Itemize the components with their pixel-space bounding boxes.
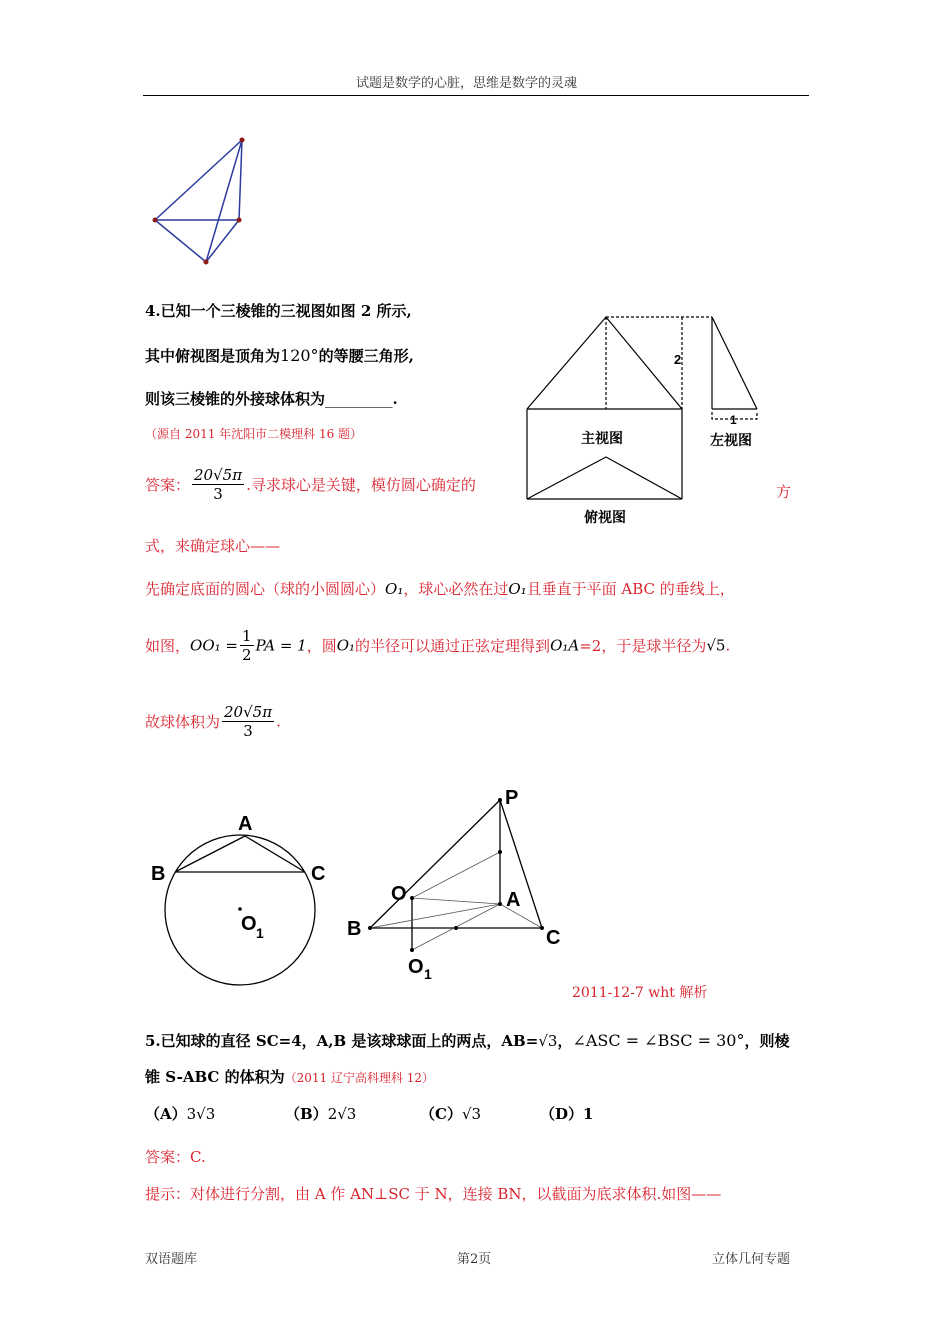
q4-answer-label: 答案： — [145, 476, 191, 494]
circle-label-a: A — [238, 813, 253, 835]
footer-left: 双语题库 — [145, 1252, 198, 1267]
q4-explain2-fden: 2 — [241, 646, 252, 664]
q4-o1: O₁ — [385, 580, 404, 598]
q5-option-c-value: √3 — [461, 1105, 482, 1123]
q4-line3-text: 则该三棱锥的外接球体积为 — [145, 390, 326, 408]
circle-figure — [148, 808, 328, 993]
q5-line2-text: 锥 S-ABC 的体积为 — [145, 1068, 285, 1086]
q5-answer: 答案：C. — [145, 1148, 206, 1166]
q4-answer-fraction — [192, 466, 244, 503]
q5-ab-value: √3 — [538, 1032, 558, 1050]
footer-page-number: 第2页 — [457, 1252, 492, 1267]
tet-label-a: A — [506, 889, 521, 911]
q4-answer-line — [145, 466, 476, 503]
q5-line1-mid: ， — [557, 1032, 573, 1050]
q4-line1: 4.已知一个三棱锥的三视图如图 2 所示, — [145, 302, 412, 320]
q4-signature: 2011-12-7 wht 解析 — [572, 985, 708, 1001]
q4-answer-den: 3 — [213, 485, 223, 503]
q5-option-a — [145, 1103, 215, 1124]
tet-label-b: B — [347, 918, 362, 940]
tet-label-o1: O — [408, 956, 424, 978]
tet-label-o: O — [391, 883, 407, 905]
q4-explain2-rhs: PA = 1 — [255, 636, 307, 655]
page-header-title: 试题是数学的心脏，思维是数学的灵魂 — [356, 76, 578, 91]
tetrahedron-figure-top — [150, 136, 250, 268]
q5-line1-pre: 5.已知球的直径 SC=4，A,B 是该球球面上的两点，AB= — [145, 1032, 539, 1050]
tet-label-p: P — [505, 787, 519, 809]
dim-height-label: 2 — [674, 352, 682, 367]
q4-explain2 — [145, 627, 730, 664]
q4-explain2-fraction — [240, 627, 254, 664]
q5-hint: 提示：对体进行分割，由 A 作 AN⊥SC 于 N，连接 BN，以截面为底求体积.如图—— — [145, 1185, 722, 1203]
side-view-label: 左视图 — [710, 433, 752, 449]
q5-option-d-value: 1 — [583, 1105, 594, 1123]
q4-answer-blank: _________ — [325, 390, 393, 408]
q4-line3 — [145, 388, 398, 409]
three-views-diagram — [524, 312, 764, 526]
q4-explain2-r: √5 — [706, 636, 726, 655]
q5-option-b-label: （B） — [285, 1105, 328, 1123]
q4-source: （源自 2011 年沈阳市二模理科 16 题） — [145, 427, 363, 441]
q4-explain2-lhs: OO₁ = — [190, 636, 238, 655]
q4-explain1-mid: ，球心必然在过 — [403, 580, 509, 598]
q4-explain2-o1a: O₁A — [550, 636, 580, 655]
top-view-label: 俯视图 — [584, 510, 626, 526]
front-view-label: 主视图 — [581, 431, 623, 447]
circle-label-o1-sub: 1 — [256, 925, 264, 941]
q5-angle: ∠ASC = ∠BSC = 30° — [572, 1031, 745, 1050]
q5-option-d — [540, 1103, 593, 1124]
q5-line2 — [145, 1066, 434, 1087]
q4-explain2-text: 的半径可以通过正弦定理得到 — [355, 637, 551, 655]
dim-width-label: 1 — [730, 413, 737, 427]
q4-explain1-pre: 先确定底面的圆心（球的小圆圆心） — [145, 580, 386, 598]
q4-line2 — [145, 345, 414, 366]
q5-option-b — [285, 1103, 356, 1124]
q5-option-c — [420, 1103, 481, 1124]
q5-option-d-label: （D） — [540, 1105, 584, 1123]
circle-label-o1: O — [241, 913, 257, 935]
q5-option-c-label: （C） — [420, 1105, 462, 1123]
q4-answer-num: 20√5π — [194, 466, 243, 484]
q4-volume-den: 3 — [243, 722, 253, 740]
tet-label-c: C — [546, 927, 561, 949]
q5-option-a-value: 3√3 — [186, 1105, 216, 1123]
q4-explain1-post: 且垂直于平面 ABC 的垂线上， — [526, 580, 735, 598]
q4-volume-num: 20√5π — [224, 703, 273, 721]
q5-source: （2011 辽宁高科理科 12） — [284, 1071, 435, 1085]
q5-option-a-label: （A） — [145, 1105, 187, 1123]
q4-volume-fraction — [222, 703, 274, 740]
tet-label-o1-sub: 1 — [424, 966, 432, 982]
q4-answer-line2: 式，来确定球心—— — [145, 537, 281, 555]
q4-explain2-o1: O₁ — [336, 636, 356, 655]
q4-line2-post: 的等腰三角形, — [318, 347, 414, 365]
circle-label-c: C — [311, 863, 326, 885]
q4-explain2-end: . — [725, 636, 731, 655]
q5-line1 — [145, 1030, 790, 1051]
q4-explain2-mid: ，圆 — [306, 637, 337, 655]
q4-o1b: O₁ — [508, 580, 527, 598]
q4-volume-pre: 故球体积为 — [145, 713, 221, 731]
q4-explain1 — [145, 578, 735, 599]
q4-explain2-pre: 如图， — [145, 637, 191, 655]
q5-option-b-value: 2√3 — [327, 1105, 357, 1123]
header-rule — [143, 95, 809, 96]
q4-volume-end: . — [276, 712, 281, 731]
q4-explain2-fnum: 1 — [241, 627, 252, 645]
tetrahedron-pabc-figure — [340, 780, 580, 985]
q4-line3-end: . — [392, 390, 398, 408]
circle-label-b: B — [151, 863, 166, 885]
q4-line2-pre: 其中俯视图是顶角为 — [145, 347, 281, 365]
q4-angle: 120° — [280, 346, 319, 365]
q4-answer-tail: 方 — [776, 483, 792, 501]
q4-answer-text: .寻求球心是关键，模仿圆心确定的 — [246, 476, 476, 494]
q5-line1-post: ，则棱 — [744, 1032, 790, 1050]
q4-volume-line — [145, 703, 281, 740]
q4-explain2-eq: =2，于是球半径为 — [579, 637, 707, 655]
footer-right: 立体几何专题 — [712, 1252, 791, 1267]
